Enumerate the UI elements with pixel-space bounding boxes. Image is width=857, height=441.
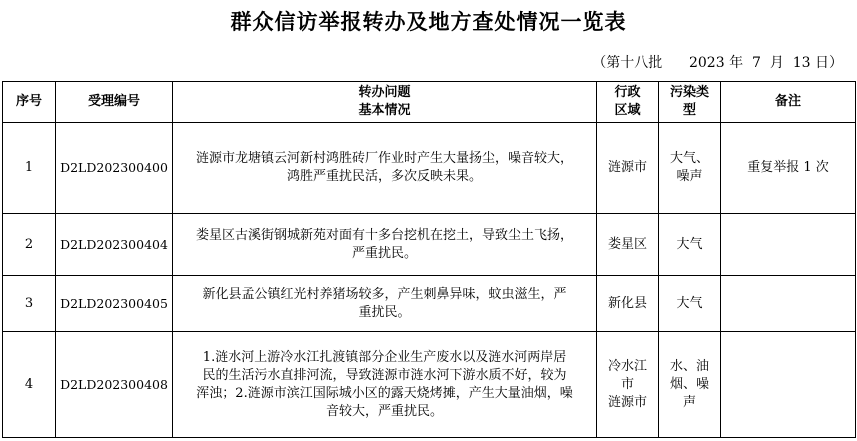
row-description — [173, 276, 597, 332]
row-remark — [721, 214, 856, 276]
row-remark — [721, 276, 856, 332]
header-region-line2: 区域 — [614, 103, 641, 118]
row-description-line: 民的生活污水直排河流，导致涟源市涟水河下游水质不好，较为 — [202, 367, 567, 383]
table-row — [3, 332, 856, 438]
header-region-line1: 行政 — [614, 85, 641, 100]
row-region — [597, 123, 659, 214]
row-pollution-type — [659, 276, 721, 332]
header-issue — [173, 82, 597, 123]
row-region-line: 娄星区 — [607, 236, 647, 252]
row-description — [173, 123, 597, 214]
page-title: 群众信访举报转办及地方查处情况一览表 — [230, 10, 627, 34]
row-description — [173, 332, 597, 438]
date-month: 7 — [751, 55, 761, 71]
row-region-line: 市 — [620, 376, 634, 392]
row-region — [597, 332, 659, 438]
date-day: 13 — [792, 55, 811, 71]
row-description-line: 音较大，严重扰民。 — [325, 403, 443, 419]
header-region — [597, 82, 659, 123]
table-row — [3, 214, 856, 276]
row-description-line: 重扰民。 — [358, 304, 411, 320]
header-code: 受理编号 — [56, 82, 173, 123]
row-pollution-type-line: 烟、噪 — [669, 376, 709, 392]
row-description — [173, 214, 597, 276]
row-description-line: 涟源市龙塘镇云河新村鸿胜砖厂作业时产生大量扬尘，噪音较大， — [195, 151, 573, 166]
row-pollution-type-line: 大气 — [676, 236, 703, 252]
row-region-line: 新化县 — [607, 295, 647, 311]
row-remark: 重复举报 1 次 — [721, 123, 856, 214]
row-region-line: 涟源市 — [607, 160, 647, 175]
header-remark: 备注 — [721, 82, 856, 123]
row-code: D2LD202300408 — [56, 332, 173, 438]
table-header-row — [3, 82, 856, 123]
row-pollution-type-line: 大气 — [676, 295, 703, 311]
header-pollution-line1: 污染类 — [669, 85, 709, 100]
table-body — [3, 123, 856, 438]
row-seq: 4 — [3, 332, 56, 438]
row-pollution-type — [659, 123, 721, 214]
row-pollution-type-line: 大气、 — [669, 151, 709, 166]
row-pollution-type-line: 水、油 — [669, 358, 709, 374]
row-region — [597, 276, 659, 332]
header-issue-line2: 基本情况 — [358, 103, 411, 118]
row-seq: 3 — [3, 276, 56, 332]
row-region-line: 冷水江 — [607, 358, 647, 374]
row-pollution-type — [659, 332, 721, 438]
row-remark — [721, 332, 856, 438]
row-description-line: 浑浊；2.涟源市滨江国际城小区的露天烧烤摊，产生大量油烟，噪 — [196, 385, 573, 401]
row-region — [597, 214, 659, 276]
row-description-line: 新化县孟公镇红光村养猪场较多，产生刺鼻异味，蚊虫滋生，严 — [202, 286, 567, 302]
row-code: D2LD202300405 — [56, 276, 173, 332]
batch-label: （第十八批 — [592, 55, 663, 71]
table-row — [3, 276, 856, 332]
date-month-unit: 月 — [769, 55, 784, 71]
row-description-line: 鸿胜严重扰民活，多次反映未果。 — [286, 169, 482, 184]
row-seq: 1 — [3, 123, 56, 214]
row-code: D2LD202300404 — [56, 214, 173, 276]
row-description-line: 1.涟水河上游冷水江扎渡镇部分企业生产废水以及涟水河两岸居 — [202, 349, 567, 365]
row-pollution-type-line: 声 — [682, 394, 696, 410]
header-pollution — [659, 82, 721, 123]
header-pollution-line2: 型 — [682, 103, 696, 118]
row-description-line: 娄星区古溪街钢城新苑对面有十多台挖机在挖土，导致尘土飞扬， — [195, 227, 573, 243]
row-pollution-type — [659, 214, 721, 276]
table-row — [3, 123, 856, 214]
date-year: 2023 — [688, 55, 725, 71]
date-year-unit: 年 — [729, 55, 744, 71]
header-issue-line1: 转办问题 — [358, 85, 411, 100]
complaint-table — [2, 81, 856, 438]
row-pollution-type-line: 噪声 — [676, 169, 703, 184]
row-description-line: 严重扰民。 — [351, 245, 417, 261]
date-day-unit: 日） — [815, 55, 843, 71]
batch-date-line — [592, 52, 843, 72]
row-region-line: 涟源市 — [607, 394, 647, 410]
row-seq: 2 — [3, 214, 56, 276]
row-code: D2LD202300400 — [56, 123, 173, 214]
header-seq: 序号 — [3, 82, 56, 123]
